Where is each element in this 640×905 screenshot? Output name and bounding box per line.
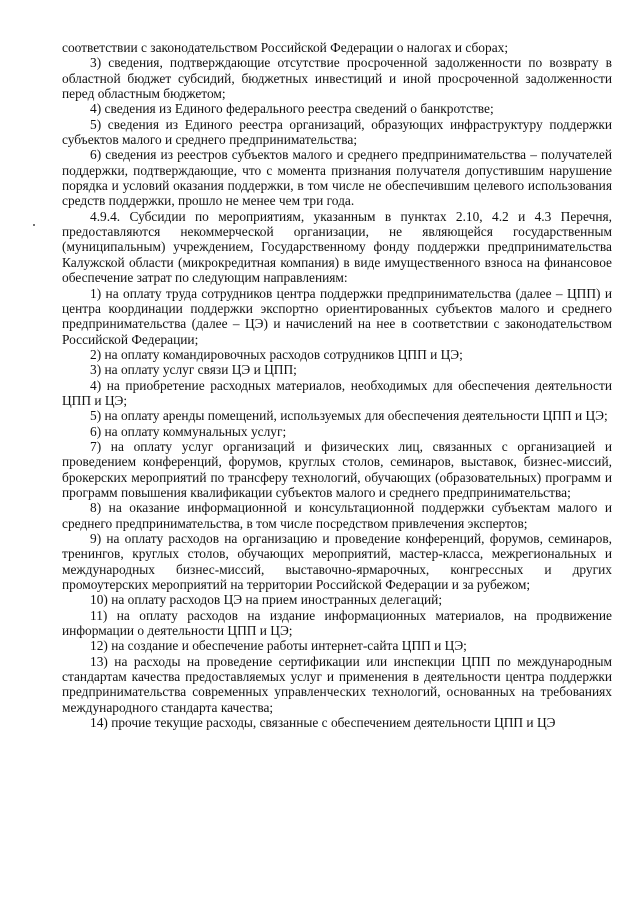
- direction-item-9: 9) на оплату расходов на организацию и проведение конференций, форумов, семинаров, тренингов, круглых столов, обучающих мероприятий, мастер-класса, межрегиональных и международных бизнес-миссий, выставочно-ярмарочных, конгрессных и других промоутерских мероприятий на территории Российской Федерации и за рубежом;: [62, 531, 612, 593]
- list-item-6: 6) сведения из реестров субъектов малого и среднего предпринимательства – получателей поддержки, подтверждающие, что с момента признания получателя допустившим нарушение порядка и условий оказания поддержки, в том числе не обеспечившим целевого использования средств поддержки, прошло не менее чем три года.: [62, 147, 612, 209]
- direction-item-14: 14) прочие текущие расходы, связанные с обеспечением деятельности ЦПП и ЦЭ: [90, 715, 556, 731]
- direction-item-13: 13) на расходы на проведение сертификации или инспекции ЦПП по международным стандартам качества предоставляемых услуг и применения в деятельности центра поддержки предпринимательства современных управленческих технологий, основанных на требованиях международного стандарта качества;: [62, 653, 612, 715]
- paragraph-continuation: соответствии с законодательством Российской Федерации о налогах и сборах;: [62, 40, 509, 55]
- direction-item-2: 2) на оплату командировочных расходов сотрудников ЦПП и ЦЭ;: [90, 346, 463, 362]
- direction-item-8: 8) на оказание информационной и консультационной поддержки субъектам малого и среднего предпринимательства, в том числе посредством привлечения экспертов;: [62, 500, 612, 531]
- direction-item-12: 12) на создание и обеспечение работы интернет-сайта ЦПП и ЦЭ;: [90, 638, 467, 654]
- list-item-3: 3) сведения, подтверждающие отсутствие просроченной задолженности по возврату в областной бюджет субсидий, бюджетных инвестиций и иной просроченной задолженности перед областным бюджетом;: [62, 55, 612, 102]
- direction-item-4: 4) на приобретение расходных материалов, необходимых для обеспечения деятельности ЦПП и ЦЭ;: [62, 377, 612, 408]
- clause-4-9-4: 4.9.4. Субсидии по мероприятиям, указанным в пунктах 2.10, 4.2 и 4.3 Перечня, предоставляются некоммерческой организации, не являющейся государственным (муниципальным) учреждением, Государственному фонду поддержки предпринимательства Калужской области (микрокредитная компания) в виде имущественного взноса на финансовое обеспечение затрат по следующим направлениям:: [62, 208, 612, 286]
- list-item-4: 4) сведения из Единого федерального реестра сведений о банкротстве;: [90, 101, 494, 117]
- direction-item-10: 10) на оплату расходов ЦЭ на прием иностранных делегаций;: [90, 592, 443, 608]
- scan-mark: [33, 224, 35, 226]
- direction-item-3: 3) на оплату услуг связи ЦЭ и ЦПП;: [90, 362, 297, 378]
- direction-item-5: 5) на оплату аренды помещений, используемых для обеспечения деятельности ЦПП и ЦЭ;: [90, 408, 608, 424]
- direction-item-6: 6) на оплату коммунальных услуг;: [90, 423, 287, 439]
- direction-item-7: 7) на оплату услуг организаций и физических лиц, связанных с организацией и проведением конференций, форумов, круглых столов, семинаров, выставок, бизнес-миссий, брокерских мероприятий по трансферу технологий, обучающих (образовательных) программ и программ повышения квалификации субъектов малого и среднего предпринимательства;: [62, 438, 612, 500]
- document-page: [62, 40, 612, 730]
- list-item-5: 5) сведения из Единого реестра организаций, образующих инфраструктуру поддержки субъектов малого и среднего предпринимательства;: [62, 116, 612, 148]
- direction-item-1: 1) на оплату труда сотрудников центра поддержки предпринимательства (далее – ЦПП) и центра координации поддержки экспортно ориентированных субъектов малого и среднего предпринимательства (далее – ЦЭ) и начислений на нее в соответствии с законодательством Российской Федерации;: [62, 285, 612, 347]
- direction-item-11: 11) на оплату расходов на издание информационных материалов, на продвижение информации о деятельности ЦПП и ЦЭ;: [62, 607, 612, 639]
